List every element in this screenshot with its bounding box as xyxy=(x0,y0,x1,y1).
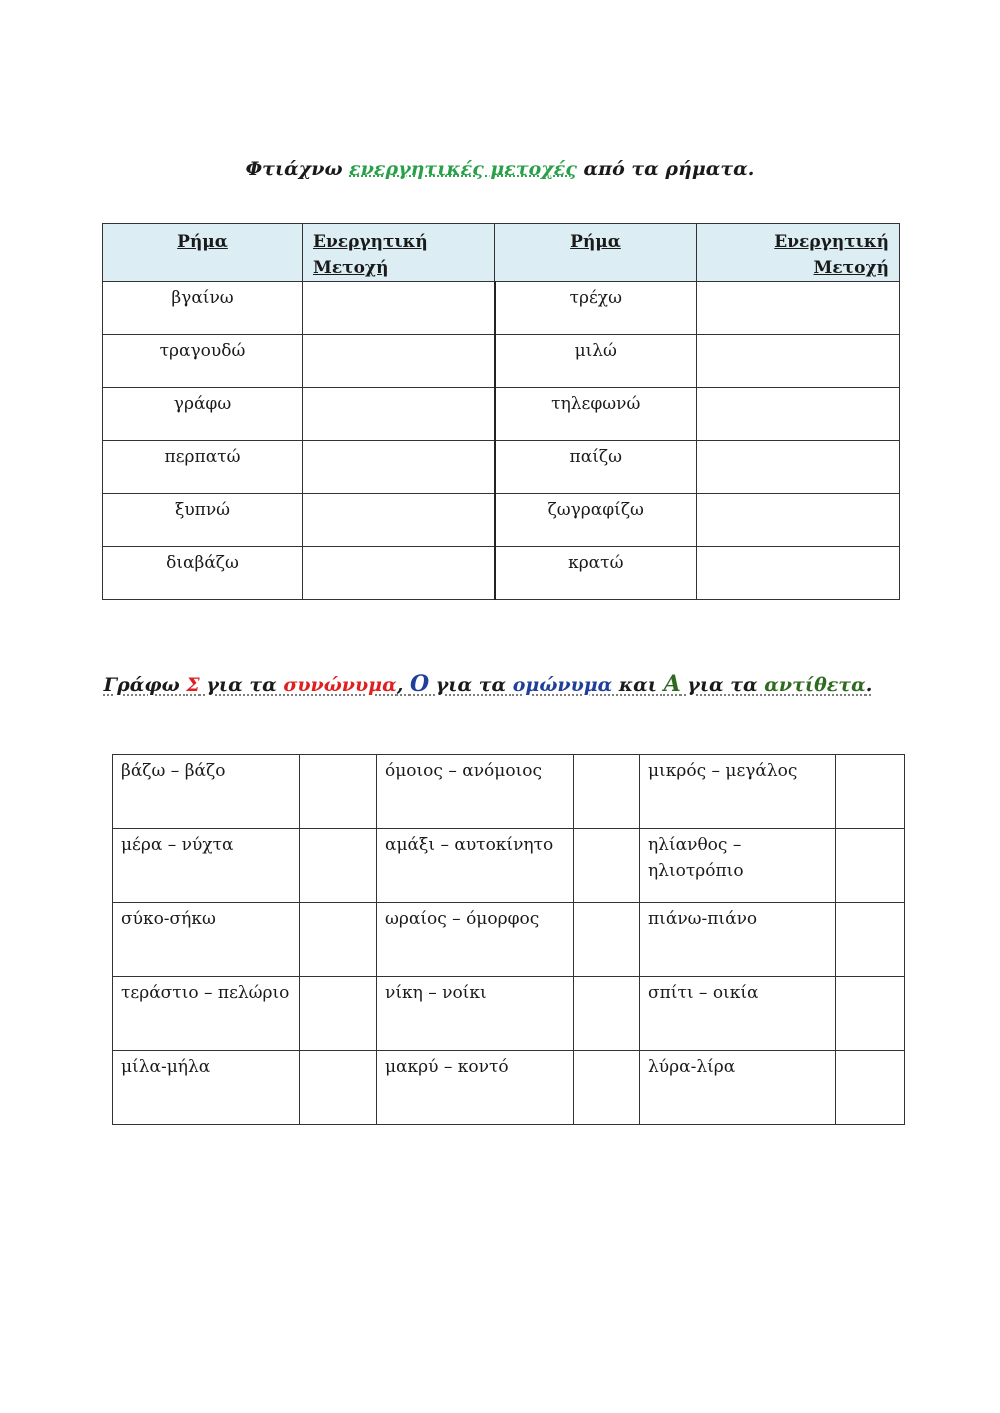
verb-participle-table xyxy=(102,223,900,600)
answer-cell[interactable] xyxy=(300,977,377,1051)
instruction-sentence xyxy=(103,671,873,697)
word-antonyms: αντίθετα xyxy=(764,674,866,696)
table-row xyxy=(113,977,905,1051)
table-row xyxy=(113,903,905,977)
word-pair-cell: λύρα-λίρα xyxy=(640,1051,836,1125)
answer-cell[interactable] xyxy=(574,1051,640,1125)
answer-cell[interactable] xyxy=(697,494,900,547)
answer-cell[interactable] xyxy=(697,282,900,335)
answer-cell[interactable] xyxy=(303,441,495,494)
answer-cell[interactable] xyxy=(300,755,377,829)
instruction-word-pairs xyxy=(0,671,988,697)
word-pair-cell: όμοιος – ανόμοιος xyxy=(377,755,574,829)
answer-cell[interactable] xyxy=(303,494,495,547)
table-row xyxy=(113,755,905,829)
word-pair-cell: βάζω – βάζο xyxy=(113,755,300,829)
instruction-text: Γράφω xyxy=(103,674,187,696)
answer-cell[interactable] xyxy=(303,335,495,388)
answer-cell[interactable] xyxy=(836,755,905,829)
table-row xyxy=(113,829,905,903)
header-row xyxy=(103,224,900,282)
answer-cell[interactable] xyxy=(697,441,900,494)
answer-cell[interactable] xyxy=(836,1051,905,1125)
answer-cell[interactable] xyxy=(303,388,495,441)
table-row xyxy=(103,547,900,600)
answer-cell[interactable] xyxy=(697,547,900,600)
word-pair-cell: ωραίος – όμορφος xyxy=(377,903,574,977)
answer-cell[interactable] xyxy=(836,903,905,977)
table-row xyxy=(113,1051,905,1125)
verb-cell: γράφω xyxy=(103,388,303,441)
word-pair-cell: αμάξι – αυτοκίνητο xyxy=(377,829,574,903)
word-pair-cell: σπίτι – οικία xyxy=(640,977,836,1051)
word-synonyms: συνώνυμα xyxy=(283,674,397,696)
instruction-text: και xyxy=(612,674,664,696)
answer-cell[interactable] xyxy=(574,829,640,903)
word-pair-cell: σύκο-σήκω xyxy=(113,903,300,977)
header-verb-2: Ρήμα xyxy=(495,224,697,282)
instruction-text: . xyxy=(865,674,873,696)
instruction-text: για τα xyxy=(680,674,765,696)
instruction-prefix: Φτιάχνω xyxy=(245,158,350,180)
word-pair-cell: τεράστιο – πελώριο xyxy=(113,977,300,1051)
answer-cell[interactable] xyxy=(300,903,377,977)
verb-cell: τραγουδώ xyxy=(103,335,303,388)
table-row xyxy=(103,388,900,441)
verb-cell: ζωγραφίζω xyxy=(495,494,697,547)
table-row xyxy=(103,494,900,547)
answer-cell[interactable] xyxy=(836,829,905,903)
word-pair-cell: μίλα-μήλα xyxy=(113,1051,300,1125)
verb-cell: τηλεφωνώ xyxy=(495,388,697,441)
instruction-text: για τα xyxy=(199,674,284,696)
answer-cell[interactable] xyxy=(303,547,495,600)
word-homonyms: ομώνυμα xyxy=(512,674,613,696)
letter-a: Α xyxy=(663,671,681,697)
verb-cell: διαβάζω xyxy=(103,547,303,600)
table-row xyxy=(103,282,900,335)
header-verb-1: Ρήμα xyxy=(103,224,303,282)
verb-cell: περπατώ xyxy=(103,441,303,494)
answer-cell[interactable] xyxy=(303,282,495,335)
word-pair-cell: μακρύ – κοντό xyxy=(377,1051,574,1125)
header-participle-1: Ενεργητική Μετοχή xyxy=(303,224,495,282)
table-row xyxy=(103,335,900,388)
verb-cell: μιλώ xyxy=(495,335,697,388)
letter-o: Ο xyxy=(409,671,430,697)
answer-cell[interactable] xyxy=(574,903,640,977)
answer-cell[interactable] xyxy=(697,388,900,441)
verb-cell: τρέχω xyxy=(495,282,697,335)
word-pair-cell: πιάνω-πιάνο xyxy=(640,903,836,977)
answer-cell[interactable] xyxy=(300,829,377,903)
word-pair-cell: μικρός – μεγάλος xyxy=(640,755,836,829)
instruction-text: , xyxy=(396,674,410,696)
header-participle-2: Ενεργητική Μετοχή xyxy=(697,224,900,282)
answer-cell[interactable] xyxy=(300,1051,377,1125)
word-pair-cell: μέρα – νύχτα xyxy=(113,829,300,903)
word-pair-table xyxy=(112,754,905,1125)
instruction-highlight: ενεργητικές μετοχές xyxy=(349,158,577,180)
answer-cell[interactable] xyxy=(574,977,640,1051)
answer-cell[interactable] xyxy=(574,755,640,829)
word-pair-cell: ηλίανθος – ηλιοτρόπιο xyxy=(640,829,836,903)
answer-cell[interactable] xyxy=(697,335,900,388)
table-row xyxy=(103,441,900,494)
verb-cell: βγαίνω xyxy=(103,282,303,335)
instruction-suffix: από τα ρήματα. xyxy=(576,158,755,180)
word-pair-cell: νίκη – νοίκι xyxy=(377,977,574,1051)
instruction-participles xyxy=(0,158,1000,180)
verb-cell: κρατώ xyxy=(495,547,697,600)
verb-cell: παίζω xyxy=(495,441,697,494)
instruction-text: για τα xyxy=(429,674,513,696)
answer-cell[interactable] xyxy=(836,977,905,1051)
letter-s: Σ xyxy=(186,674,200,696)
verb-cell: ξυπνώ xyxy=(103,494,303,547)
